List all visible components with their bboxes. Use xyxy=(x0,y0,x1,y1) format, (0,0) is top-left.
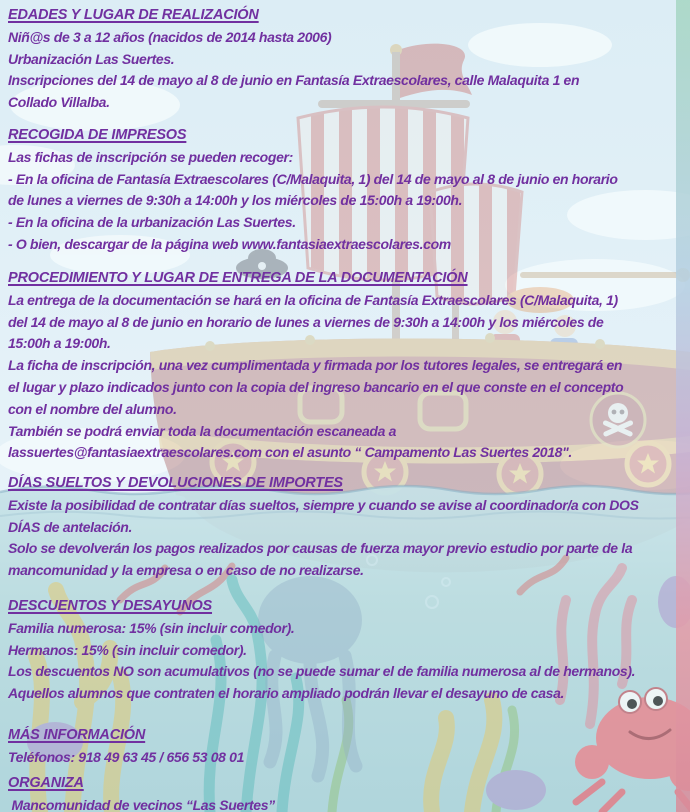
text-line: DÍAS de antelación. xyxy=(8,518,133,535)
text-line: con el nombre del alumno. xyxy=(8,400,177,417)
text-line: Collado Villalba. xyxy=(8,94,110,111)
text-line: mancomunidad y la empresa o en caso de no realizarse. xyxy=(8,562,364,579)
text-line: Hermanos: 15% (sin incluir comedor). xyxy=(8,641,247,658)
section-heading: ORGANIZA xyxy=(8,775,84,791)
text-line: el lugar y plazo indicados junto con la copia del ingreso bancario en el que conste en el concepto xyxy=(8,378,624,395)
text-line: También se podrá enviar toda la documentación escaneada a xyxy=(8,422,396,439)
section-heading: RECOGIDA DE IMPRESOS xyxy=(8,127,187,143)
text-line: Familia numerosa: 15% (sin incluir comedor). xyxy=(8,619,295,636)
text-line: Las fichas de inscripción se pueden recoger: xyxy=(8,148,293,165)
text-line: Niñ@s de 3 a 12 años (nacidos de 2014 hasta 2006) xyxy=(8,28,332,45)
flyer-section xyxy=(8,596,672,705)
text-line: de lunes a viernes de 9:30h a 14:00h y los miércoles de 15:00h a 19:00h. xyxy=(8,192,463,209)
text-line: Solo se devolverán los pagos realizados por causas de fuerza mayor previo estudio por parte de la xyxy=(8,540,633,557)
text-line: lassuertes@fantasiaextraescolares.com con el asunto “ Campamento Las Suertes 2018". xyxy=(8,444,572,461)
flyer-section xyxy=(8,773,672,812)
section-heading: MÁS INFORMACIÓN xyxy=(8,727,146,743)
section-heading: EDADES Y LUGAR DE REALIZACIÓN xyxy=(8,7,259,23)
text-line: 15:00h a 19:00h. xyxy=(8,335,111,352)
section-heading: DÍAS SUELTOS Y DEVOLUCIONES DE IMPORTES xyxy=(8,475,343,491)
flyer-section xyxy=(8,5,672,114)
flyer-section xyxy=(8,473,672,582)
section-heading: DESCUENTOS Y DESAYUNOS xyxy=(8,598,213,614)
flyer-section xyxy=(8,125,672,256)
flyer-section xyxy=(8,725,672,769)
text-line: del 14 de mayo al 8 de junio en horario de lunes a viernes de 9:30h a 14:00h y los miércoles de xyxy=(8,313,604,330)
text-line: Existe la posibilidad de contratar días sueltos, siempre y cuando se avise al coordinador/a con DOS xyxy=(8,496,639,513)
text-line: Aquellos alumnos que contraten el horario ampliado podrán llevar el desayuno de casa. xyxy=(8,685,565,702)
text-line: La entrega de la documentación se hará en la oficina de Fantasía Extraescolares (C/Malaquita, 1) xyxy=(8,291,618,308)
text-line: - En la oficina de la urbanización Las Suertes. xyxy=(8,214,296,231)
text-line: Inscripciones del 14 de mayo al 8 de junio en Fantasía Extraescolares, calle Malaquita 1 en xyxy=(8,72,580,89)
text-line: Mancomunidad de vecinos “Las Suertes” xyxy=(8,796,275,812)
flyer-section xyxy=(8,268,672,464)
text-line: Urbanización Las Suertes. xyxy=(8,50,175,67)
text-line: Los descuentos NO son acumulativos (no se puede sumar el de familia numerosa al de hermanos). xyxy=(8,663,636,680)
text-line: - O bien, descargar de la página web www.fantasiaextraescolares.com xyxy=(8,235,451,252)
section-heading: PROCEDIMIENTO Y LUGAR DE ENTREGA DE LA DOCUMENTACIÓN xyxy=(8,270,468,286)
text-line: - En la oficina de Fantasía Extraescolares (C/Malaquita, 1) del 14 de mayo al 8 de junio en horario xyxy=(8,170,618,187)
text-line: Teléfonos: 918 49 63 45 / 656 53 08 01 xyxy=(8,748,245,765)
text-line: La ficha de inscripción, una vez cumplimentada y firmada por los tutores legales, se entregará en xyxy=(8,357,623,374)
